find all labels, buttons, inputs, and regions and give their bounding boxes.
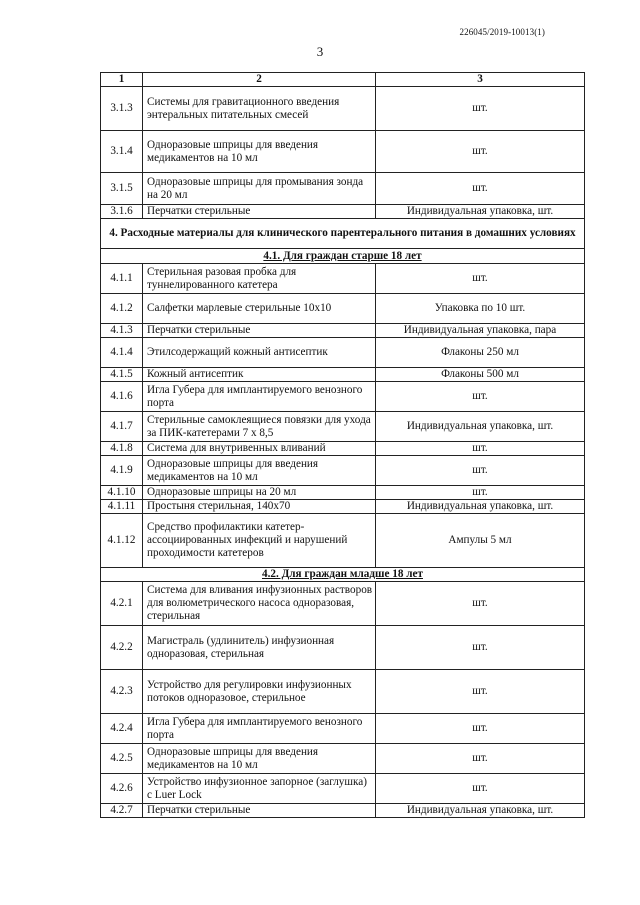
table-row [101,582,585,626]
row-number: 4.1.3 [101,324,143,338]
table-row [101,804,585,818]
row-number: 4.2.6 [101,774,143,804]
item-name: Средство профилактики катетер-ассоциированных инфекций и нарушений проходимости катетеров [143,514,376,568]
table-row [101,324,585,338]
table-row [101,774,585,804]
row-number: 4.1.8 [101,442,143,456]
item-name: Этилсодержащий кожный антисептик [143,338,376,368]
item-name: Перчатки стерильные [143,205,376,219]
table-row [101,670,585,714]
item-unit: Флаконы 500 мл [376,368,585,382]
row-number: 4.1.9 [101,456,143,486]
table-row [101,294,585,324]
table-header-row [101,73,585,87]
item-name: Устройство для регулировки инфузионных потоков одноразовое, стерильное [143,670,376,714]
item-unit: шт. [376,626,585,670]
item-unit: Упаковка по 10 шт. [376,294,585,324]
item-name: Игла Губера для имплантируемого венозного порта [143,714,376,744]
item-name: Система для вливания инфузионных растворов для волюметрического насоса одноразовая, стерильная [143,582,376,626]
row-number: 4.2.3 [101,670,143,714]
item-unit: шт. [376,486,585,500]
row-number: 4.1.6 [101,382,143,412]
table-row [101,514,585,568]
row-number: 4.1.10 [101,486,143,500]
table-row [101,456,585,486]
item-name: Салфетки марлевые стерильные 10х10 [143,294,376,324]
table-row [101,442,585,456]
item-unit: шт. [376,264,585,294]
table-row [101,368,585,382]
item-name: Перчатки стерильные [143,324,376,338]
item-unit: шт. [376,87,585,131]
table-row [101,626,585,670]
column-header-3: 3 [376,73,585,87]
item-name: Простыня стерильная, 140х70 [143,500,376,514]
row-number: 3.1.4 [101,131,143,173]
row-number: 4.1.1 [101,264,143,294]
item-unit: Индивидуальная упаковка, шт. [376,412,585,442]
item-unit: Индивидуальная упаковка, шт. [376,205,585,219]
table-row [101,744,585,774]
row-number: 4.1.4 [101,338,143,368]
subsection-title: 4.1. Для граждан старше 18 лет [101,249,585,264]
page-number: 3 [316,44,324,59]
table-row [101,173,585,205]
item-unit: шт. [376,774,585,804]
row-number: 3.1.3 [101,87,143,131]
row-number: 3.1.6 [101,205,143,219]
item-unit: шт. [376,714,585,744]
row-number: 4.2.2 [101,626,143,670]
section-row [101,219,585,249]
item-unit: шт. [376,670,585,714]
row-number: 4.1.5 [101,368,143,382]
table-body [101,87,585,818]
row-number: 4.1.2 [101,294,143,324]
table-row [101,205,585,219]
item-name: Перчатки стерильные [143,804,376,818]
item-unit: Индивидуальная упаковка, шт. [376,500,585,514]
row-number: 4.2.4 [101,714,143,744]
table-row [101,714,585,744]
materials-table [100,72,585,818]
table-row [101,486,585,500]
item-unit: шт. [376,131,585,173]
item-name: Одноразовые шприцы для введения медикаментов на 10 мл [143,744,376,774]
item-name: Стерильная разовая пробка для туннелированного катетера [143,264,376,294]
item-name: Кожный антисептик [143,368,376,382]
item-unit: Флаконы 250 мл [376,338,585,368]
item-unit: шт. [376,382,585,412]
row-number: 4.2.1 [101,582,143,626]
subsection-title: 4.2. Для граждан младше 18 лет [101,568,585,582]
table-row [101,500,585,514]
item-name: Игла Губера для имплантируемого венозного порта [143,382,376,412]
row-number: 3.1.5 [101,173,143,205]
row-number: 4.2.5 [101,744,143,774]
table-row [101,264,585,294]
item-unit: Ампулы 5 мл [376,514,585,568]
item-name: Система для внутривенных вливаний [143,442,376,456]
item-name: Устройство инфузионное запорное (заглушка) с Luer Lock [143,774,376,804]
item-name: Стерильные самоклеящиеся повязки для ухода за ПИК-катетерами 7 х 8,5 [143,412,376,442]
table-row [101,382,585,412]
item-unit: шт. [376,582,585,626]
section-title: 4. Расходные материалы для клинического парентерального питания в домашних условиях [101,219,585,249]
row-number: 4.1.11 [101,500,143,514]
item-name: Одноразовые шприцы для введения медикаментов на 10 мл [143,131,376,173]
item-name: Одноразовые шприцы для промывания зонда на 20 мл [143,173,376,205]
table-row [101,412,585,442]
row-number: 4.2.7 [101,804,143,818]
document-id: 226045/2019-10013(1) [459,27,545,37]
item-unit: шт. [376,173,585,205]
item-unit: шт. [376,442,585,456]
item-unit: шт. [376,744,585,774]
item-name: Одноразовые шприцы на 20 мл [143,486,376,500]
subsection-row [101,249,585,264]
item-name: Одноразовые шприцы для введения медикаментов на 10 мл [143,456,376,486]
row-number: 4.1.7 [101,412,143,442]
table-row [101,338,585,368]
item-name: Магистраль (удлинитель) инфузионная одноразовая, стерильная [143,626,376,670]
item-unit: Индивидуальная упаковка, пара [376,324,585,338]
table-row [101,131,585,173]
item-name: Системы для гравитационного введения энтеральных питательных смесей [143,87,376,131]
column-header-1: 1 [101,73,143,87]
item-unit: Индивидуальная упаковка, шт. [376,804,585,818]
table-row [101,87,585,131]
item-unit: шт. [376,456,585,486]
subsection-row [101,568,585,582]
column-header-2: 2 [143,73,376,87]
row-number: 4.1.12 [101,514,143,568]
